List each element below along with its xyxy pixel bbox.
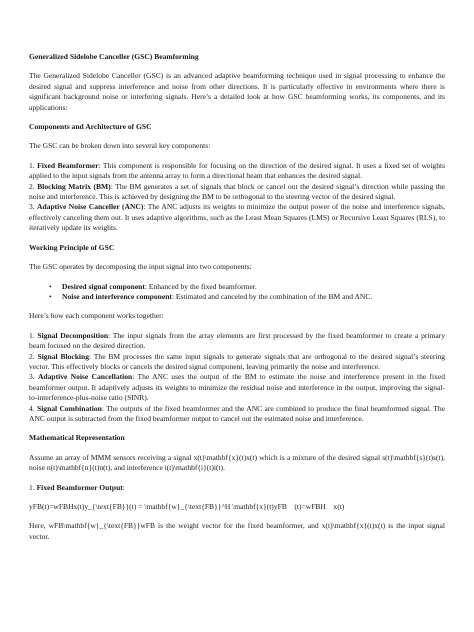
bullet-list: [29, 282, 445, 303]
bullet-item-desired: • Desired signal component: Enhanced by the fixed beamformer.: [49, 281, 257, 291]
fixed-output-label: 1. Fixed Beamformer Output:: [29, 482, 125, 492]
step-item-blocking: 2. Signal Blocking: The BM processes the same input signals to generate signals that are orthogonal to the desired signal’s steering vector. This effectively blocks or cancels the desired signal component, leaving primarily the noise and interference.: [29, 351, 446, 371]
bullet-icon: •: [49, 281, 52, 291]
step-item-combination: 4. Signal Combination: The outputs of the fixed beamformer and the ANC are combined to produce the final beamformed signal. The ANC output is subtracted from the fixed beamformer output to cancel out the estimated noise and interference.: [29, 403, 445, 423]
math-heading: Mathematical Representation: [29, 433, 125, 443]
steps-intro: Here’s how each component works together:: [29, 311, 164, 321]
component-term: Blocking Matrix (BM): [37, 181, 111, 191]
document-title: Generalized Sidelobe Canceller (GSC) Beamforming: [29, 52, 199, 61]
working-heading: Working Principle of GSC: [29, 242, 115, 252]
component-item-fixed-beamformer: 1. Fixed Beamformer: This component is responsible for focusing on the direction of the desired signal. It uses a fixed set of weights applied to the input signals from the antenna array to form a directional beam that enhances the desired signal.: [29, 160, 446, 181]
equation: yFB(t)=wFBHx(t)y_{\text{FB}}(t) = \mathbf{w}_{\text{FB}}^H \mathbf{x}(t)yFB (t)=wFBH x(t): [29, 502, 345, 511]
working-intro: The GSC operates by decomposing the input signal into two components:: [29, 262, 252, 272]
where-paragraph: Here, wFB\mathbf{w}_{\text{FB}}wFB is the weight vector for the fixed beamformer, and x(t)\mathbf{x}(t)x(t) is the input signal vector.: [29, 521, 445, 541]
components-intro: The GSC can be broken down into several key components:: [29, 141, 211, 151]
bullet-item-noise: • Noise and interference component: Estimated and canceled by the combination of the BM and ANC.: [49, 291, 373, 301]
bullet-icon: •: [49, 291, 52, 301]
step-item-decomposition: 1. Signal Decomposition: The input signals from the array elements are first processed by the fixed beamformer to create a primary beam focused on the desired direction.: [29, 330, 445, 351]
component-item-anc: 3. Adaptive Noise Canceller (ANC): The ANC adjusts its weights to minimize the output power of the noise and interference signals, effectively canceling them out. It uses adaptive algorithms, such as the Least Mean Squares (LMS) or Recursive Least Squares (RLS), to iteratively update its weights.: [29, 202, 445, 233]
components-list: [29, 161, 445, 234]
component-term: Adaptive Noise Canceller (ANC): [37, 202, 144, 212]
steps-list: [29, 331, 445, 425]
step-item-anc: 3. Adaptive Noise Cancellation: The ANC uses the output of the BM to estimate the noise and interference present in the fixed beamformer output. It adaptively adjusts its weights to minimize the residual noise and interference in the output, improving the signal-to-interference-plus-noise ratio (SINR).: [29, 372, 445, 403]
math-intro: Assume an array of MMM sensors receiving a signal x(t)\mathbf{x}(t)x(t) which is a mixture of the desired signal s(t)\mathbf{s}(t)s(t), noise n(t)\mathbf{n}(t)n(t), and interference i(t)\mathbf{i}(t)i(t).: [29, 452, 445, 473]
component-term: Fixed Beamformer: [37, 160, 99, 170]
components-heading: Components and Architecture of GSC: [29, 122, 152, 132]
intro-paragraph: The Generalized Sidelobe Canceller (GSC) is an advanced adaptive beamforming technique used in signal processing to enhance the desired signal and suppress interference and noise from other directions. It is particularly effective in environments where there is significant background noise or interfering signals. Here’s a detailed look at how GSC beamforming works, its components, and its applications:: [29, 71, 445, 112]
component-item-blocking-matrix: 2. Blocking Matrix (BM): The BM generates a set of signals that block or cancel out the desired signal’s direction while passing the noise and interference. This is achieved by designing the BM to be orthogonal to the steering vector of the desired signal.: [29, 181, 445, 202]
